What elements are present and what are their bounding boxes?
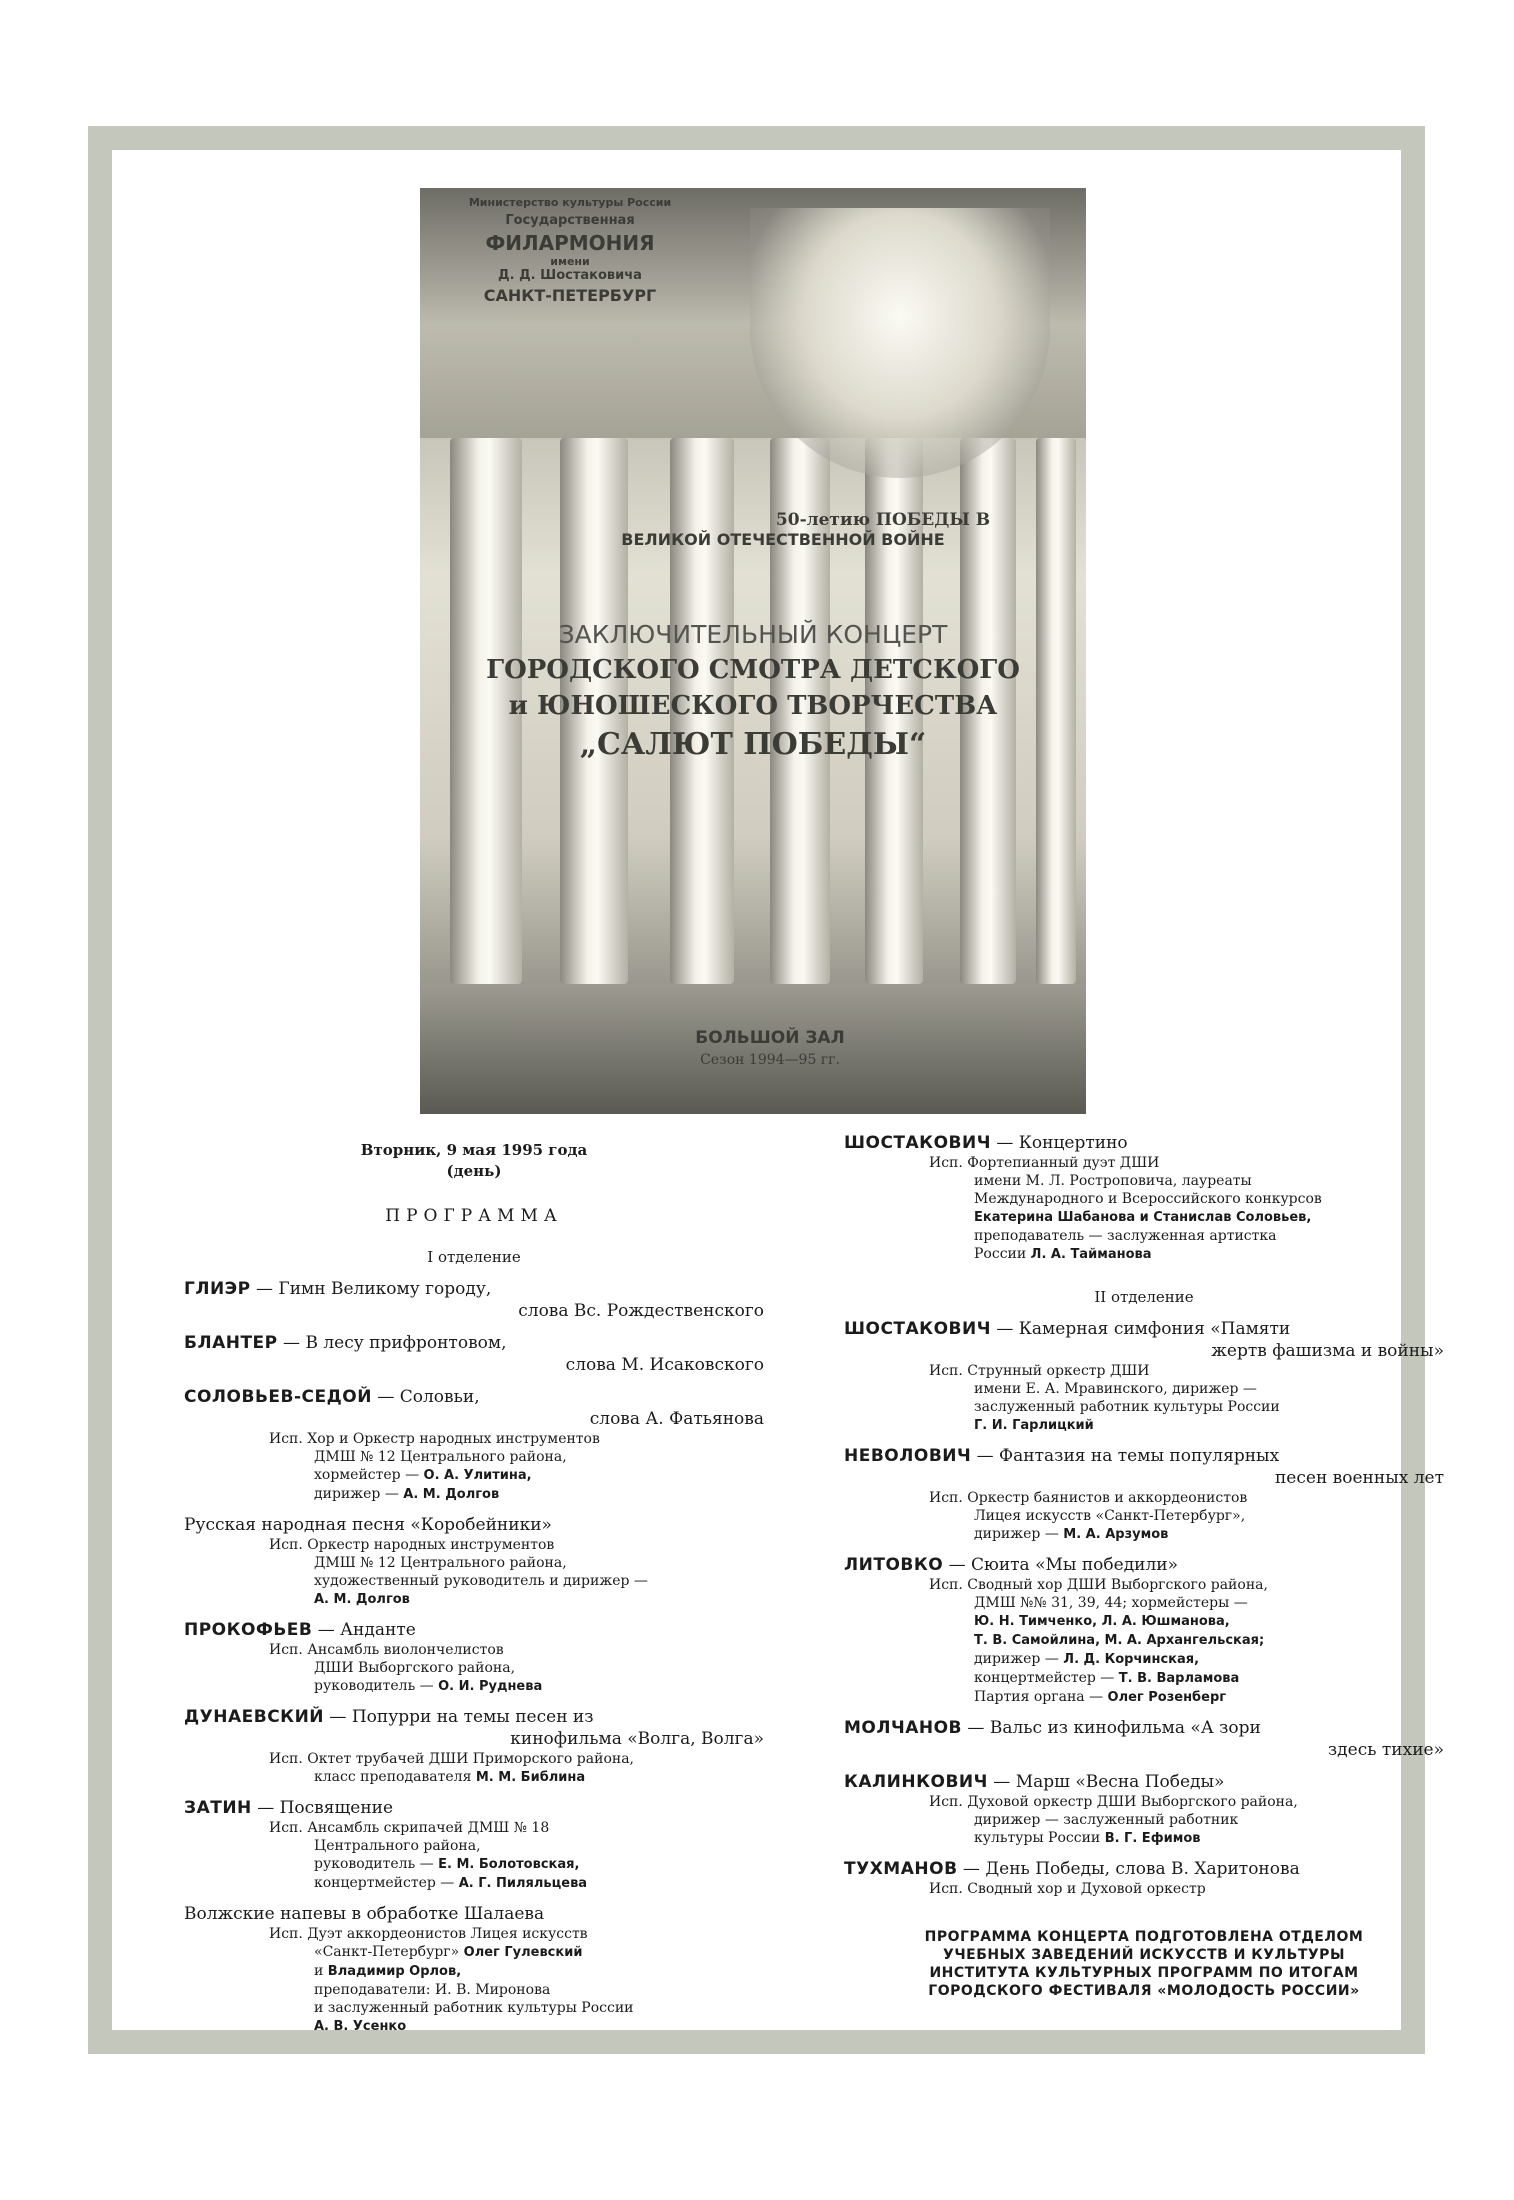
- work-title-continued: здесь тихие»: [1327, 1740, 1444, 1760]
- hall-name: БОЛЬШОЙ ЗАЛ: [695, 1028, 845, 1048]
- program-item: [184, 1332, 764, 1376]
- work-title: — Вальс из кинофильма «А зори: [962, 1718, 1261, 1738]
- right-column: [844, 1122, 1444, 2000]
- performers: [929, 1576, 1444, 1707]
- performer-text: Исп. Фортепианный дуэт ДШИ: [929, 1155, 1160, 1171]
- hall-photo: [420, 188, 1086, 1114]
- title-line-2: ГОРОДСКОГО СМОТРА ДЕТСКОГО: [486, 655, 1020, 685]
- work-title: — Гимн Великому городу,: [250, 1279, 492, 1299]
- right-program-items-part2: [844, 1318, 1444, 1898]
- work-line: [184, 1903, 764, 1925]
- performer-line: [269, 1874, 764, 1893]
- concert-title-block: [420, 620, 1086, 762]
- performer-line: [929, 1669, 1444, 1688]
- performer-text: Исп. Струнный оркестр ДШИ: [929, 1363, 1150, 1379]
- organizer-note-line: ПРОГРАММА КОНЦЕРТА ПОДГОТОВЛЕНА ОТДЕЛОМ: [924, 1929, 1364, 1945]
- performer-line: [269, 1677, 764, 1696]
- date-line: Вторник, 9 мая 1995 года: [360, 1141, 588, 1159]
- performer-text: дирижер —: [974, 1651, 1064, 1667]
- organizer-note: [844, 1928, 1444, 2000]
- performer-text: Исп. Ансамбль виолончелистов: [269, 1642, 504, 1658]
- performer-line: [269, 1999, 764, 2017]
- performer-line: [929, 1650, 1444, 1669]
- performer-name: Л. А. Тайманова: [1030, 1247, 1152, 1262]
- organizer-note-line: ГОРОДСКОГО ФЕСТИВАЛЯ «МОЛОДОСТЬ РОССИИ»: [928, 1983, 1360, 1999]
- performer-name: Олег Розенберг: [1107, 1690, 1227, 1705]
- performer-name: О. И. Руднева: [438, 1679, 543, 1694]
- org-named: имени: [550, 255, 590, 268]
- program-item: [184, 1903, 764, 2036]
- performer-line: [929, 1172, 1444, 1190]
- performer-line: [929, 1594, 1444, 1612]
- composer-name: МОЛЧАНОВ: [844, 1718, 963, 1738]
- performer-line: [929, 1154, 1444, 1172]
- performer-text: Исп. Духовой оркестр ДШИ Выборгского района,: [929, 1794, 1298, 1810]
- performer-line: [929, 1416, 1444, 1435]
- performer-line: [269, 1925, 764, 1943]
- performer-text: Исп. Оркестр баянистов и аккордеонистов: [929, 1490, 1248, 1506]
- performers: [269, 1750, 764, 1787]
- work-line: [844, 1445, 1444, 1489]
- performer-name: А. М. Долгов: [314, 1592, 410, 1607]
- performer-text: руководитель —: [314, 1678, 439, 1694]
- performer-text: заслуженный работник культуры России: [974, 1399, 1280, 1415]
- work-title: — Концертино: [990, 1133, 1128, 1153]
- right-program-items-part1: [844, 1132, 1444, 1264]
- program-item: [844, 1132, 1444, 1264]
- date-line: (день): [446, 1162, 502, 1180]
- performer-line: [929, 1793, 1444, 1811]
- composer-name: ТУХМАНОВ: [844, 1859, 958, 1879]
- composer-name: ШОСТАКОВИЧ: [844, 1319, 991, 1339]
- performer-name: Т. В. Варламова: [1118, 1671, 1240, 1686]
- performer-name: А. В. Усенко: [314, 2019, 407, 2034]
- performer-line: [269, 1430, 764, 1448]
- performer-text: и заслуженный работник культуры России: [314, 2000, 634, 2016]
- anniversary-line-1: 50-летию ПОБЕДЫ В: [775, 510, 991, 530]
- performers: [929, 1154, 1444, 1264]
- performer-text: Лицея искусств «Санкт-Петербург»,: [974, 1508, 1246, 1524]
- performer-line: [929, 1227, 1444, 1245]
- title-line-3: и ЮНОШЕСКОГО ТВОРЧЕСТВА: [508, 691, 998, 721]
- performer-text: Исп. Сводный хор и Духовой оркестр: [929, 1881, 1206, 1897]
- work-title: — Камерная симфония «Памяти: [990, 1319, 1291, 1339]
- work-line: [184, 1706, 764, 1750]
- title-line-4: „САЛЮТ ПОБЕДЫ“: [579, 727, 927, 762]
- org-ministry: Министерство культуры России: [468, 196, 672, 209]
- performer-line: [929, 1362, 1444, 1380]
- performer-line: [269, 1750, 764, 1768]
- work-title: — Сюита «Мы победили»: [943, 1555, 1179, 1575]
- work-title: — Марш «Весна Победы»: [987, 1772, 1225, 1792]
- performer-line: [269, 1448, 764, 1466]
- performer-line: [269, 1943, 764, 1962]
- part-2-heading: II отделение: [1094, 1288, 1194, 1306]
- season: Сезон 1994—95 гг.: [700, 1052, 840, 1068]
- page-frame: [88, 126, 1444, 2054]
- performer-text: ДМШ № 12 Центрального района,: [314, 1449, 567, 1465]
- performer-text: дирижер —: [974, 1526, 1064, 1542]
- work-line: [844, 1717, 1444, 1761]
- composer-name: ШОСТАКОВИЧ: [844, 1133, 991, 1153]
- left-column: [184, 1140, 764, 2036]
- work-title-continued: слова Вс. Рождественского: [518, 1301, 764, 1321]
- performers: [269, 1536, 764, 1609]
- program-item: [844, 1771, 1444, 1848]
- composer-name: ПРОКОФЬЕВ: [184, 1620, 313, 1640]
- performer-line: [929, 1398, 1444, 1416]
- performer-line: [269, 1768, 764, 1787]
- performer-text: ДМШ №№ 31, 39, 44; хормейстеры —: [974, 1595, 1248, 1611]
- performer-name: О. А. Улитина,: [423, 1468, 532, 1483]
- performer-text: Исп. Дуэт аккордеонистов Лицея искусств: [269, 1926, 588, 1942]
- work-title: — День Победы, слова В. Харитонова: [957, 1859, 1300, 1879]
- performer-text: Международного и Всероссийского конкурсов: [974, 1191, 1322, 1207]
- performer-name: М. М. Библина: [475, 1770, 586, 1785]
- performer-name: А. Г. Пиляльцева: [458, 1876, 588, 1891]
- performer-text: дирижер — заслуженный работник: [974, 1812, 1239, 1828]
- work-title: — В лесу прифронтовом,: [277, 1333, 507, 1353]
- composer-name: ЗАТИН: [184, 1798, 252, 1818]
- performer-text: «Санкт-Петербург»: [314, 1944, 464, 1960]
- performer-text: ДШИ Выборгского района,: [314, 1660, 516, 1676]
- organizer-note-line: УЧЕБНЫХ ЗАВЕДЕНИЙ ИСКУССТВ И КУЛЬТУРЫ: [943, 1947, 1345, 1963]
- work-title: Русская народная песня «Коробейники»: [184, 1515, 552, 1535]
- performer-line: [929, 1190, 1444, 1208]
- work-line: [844, 1132, 1444, 1154]
- performer-line: [269, 1466, 764, 1485]
- work-line: [184, 1797, 764, 1819]
- performer-name: Т. В. Самойлина, М. А. Архангельская;: [974, 1633, 1265, 1648]
- performer-name: Олег Гулевский: [463, 1945, 583, 1960]
- work-line: [184, 1386, 764, 1430]
- performers: [929, 1362, 1444, 1435]
- org-state: Государственная: [505, 213, 635, 228]
- performer-text: России: [974, 1246, 1031, 1262]
- performer-line: [269, 2017, 764, 2036]
- performer-line: [269, 1572, 764, 1590]
- performer-line: [929, 1525, 1444, 1544]
- performer-line: [929, 1612, 1444, 1631]
- performer-name: Владимир Орлов,: [327, 1964, 462, 1979]
- work-title: — Соловьи,: [371, 1387, 480, 1407]
- performer-text: концертмейстер —: [314, 1875, 459, 1891]
- performer-text: преподаватель — заслуженная артистка: [974, 1228, 1277, 1244]
- performer-text: и: [314, 1963, 328, 1979]
- performers: [929, 1880, 1444, 1898]
- work-line: [844, 1771, 1444, 1793]
- performer-text: имени М. Л. Ростроповича, лауреаты: [974, 1173, 1252, 1189]
- performer-line: [929, 1829, 1444, 1848]
- program-item: [184, 1278, 764, 1322]
- performers: [269, 1925, 764, 2036]
- performer-text: ДМШ № 12 Центрального района,: [314, 1555, 567, 1571]
- program-item: [184, 1706, 764, 1787]
- composer-name: ЛИТОВКО: [844, 1555, 944, 1575]
- work-title-continued: жертв фашизма и войны»: [1211, 1341, 1444, 1361]
- anniversary-line-2: ВЕЛИКОЙ ОТЕЧЕСТВЕННОЙ ВОЙНЕ: [621, 530, 945, 549]
- performer-line: [929, 1688, 1444, 1707]
- composer-name: ДУНАЕВСКИЙ: [184, 1707, 325, 1727]
- anniversary-block: [480, 510, 1086, 549]
- org-philharmonia: ФИЛАРМОНИЯ: [485, 231, 655, 255]
- performer-line: [269, 1819, 764, 1837]
- program-item: [844, 1717, 1444, 1761]
- performer-text: дирижер —: [314, 1486, 404, 1502]
- work-line: [184, 1619, 764, 1641]
- org-shostakovich: Д. Д. Шостаковича: [498, 268, 642, 283]
- performer-line: [929, 1811, 1444, 1829]
- performer-text: преподаватели: И. В. Миронова: [314, 1982, 551, 1998]
- program-item: [184, 1514, 764, 1609]
- performer-text: Центрального района,: [314, 1838, 481, 1854]
- performer-line: [269, 1641, 764, 1659]
- performer-line: [269, 1554, 764, 1572]
- performer-text: культуры России: [974, 1830, 1105, 1846]
- performer-name: В. Г. Ефимов: [1104, 1831, 1201, 1846]
- performer-line: [929, 1380, 1444, 1398]
- performer-text: Исп. Сводный хор ДШИ Выборгского района,: [929, 1577, 1268, 1593]
- performer-name: М. А. Арзумов: [1063, 1527, 1169, 1542]
- work-title: — Посвящение: [251, 1798, 394, 1818]
- program-item: [184, 1386, 764, 1504]
- performer-text: Исп. Октет трубачей ДШИ Приморского района,: [269, 1751, 635, 1767]
- composer-name: НЕВОЛОВИЧ: [844, 1446, 972, 1466]
- organizer-note-line: ИНСТИТУТА КУЛЬТУРНЫХ ПРОГРАММ ПО ИТОГАМ: [929, 1965, 1359, 1981]
- performer-name: Е. М. Болотовская,: [438, 1857, 580, 1872]
- program-item: [844, 1318, 1444, 1435]
- performer-line: [269, 1590, 764, 1609]
- performer-name: Екатерина Шабанова и Станислав Соловьев,: [974, 1210, 1312, 1225]
- work-title-continued: песен военных лет: [1274, 1468, 1444, 1488]
- performer-line: [929, 1208, 1444, 1227]
- performer-line: [929, 1489, 1444, 1507]
- work-line: [184, 1514, 764, 1536]
- performer-line: [269, 1837, 764, 1855]
- left-program-items: [184, 1278, 764, 2036]
- work-line: [844, 1858, 1444, 1880]
- work-line: [184, 1332, 764, 1376]
- performer-text: руководитель —: [314, 1856, 439, 1872]
- performer-line: [269, 1962, 764, 1981]
- composer-name: СОЛОВЬЕВ-СЕДОЙ: [184, 1387, 372, 1407]
- performers: [929, 1793, 1444, 1848]
- part-1-heading: I отделение: [427, 1248, 521, 1266]
- performer-name: Г. И. Гарлицкий: [974, 1418, 1094, 1433]
- org-city: САНКТ-ПЕТЕРБУРГ: [483, 286, 657, 305]
- performer-line: [929, 1880, 1444, 1898]
- performer-text: имени Е. А. Мравинского, дирижер —: [974, 1381, 1257, 1397]
- concert-date: [184, 1140, 764, 1182]
- performer-line: [269, 1536, 764, 1554]
- program-item: [184, 1619, 764, 1696]
- work-title: Волжские напевы в обработке Шалаева: [184, 1904, 545, 1924]
- composer-name: БЛАНТЕР: [184, 1333, 278, 1353]
- performer-text: Исп. Хор и Оркестр народных инструментов: [269, 1431, 600, 1447]
- program-item: [184, 1797, 764, 1893]
- work-title: — Фантазия на темы популярных: [971, 1446, 1280, 1466]
- performers: [269, 1819, 764, 1893]
- performer-line: [929, 1507, 1444, 1525]
- composer-name: ГЛИЭР: [184, 1279, 251, 1299]
- performer-line: [269, 1659, 764, 1677]
- performer-text: художественный руководитель и дирижер —: [314, 1573, 648, 1589]
- work-line: [184, 1278, 764, 1322]
- performer-line: [929, 1576, 1444, 1594]
- performer-text: хормейстер —: [314, 1467, 424, 1483]
- program-item: [844, 1858, 1444, 1898]
- performer-text: Исп. Оркестр народных инструментов: [269, 1537, 555, 1553]
- work-line: [844, 1554, 1444, 1576]
- hall-block: [620, 1028, 920, 1068]
- work-title-continued: слова М. Исаковского: [565, 1355, 764, 1375]
- org-block: [420, 196, 720, 305]
- composer-name: КАЛИНКОВИЧ: [844, 1772, 988, 1792]
- performer-line: [269, 1855, 764, 1874]
- title-line-1: ЗАКЛЮЧИТЕЛЬНЫЙ КОНЦЕРТ: [558, 620, 948, 649]
- performer-line: [269, 1981, 764, 1999]
- performers: [929, 1489, 1444, 1544]
- program-item: [844, 1445, 1444, 1544]
- performer-text: концертмейстер —: [974, 1670, 1119, 1686]
- performer-line: [269, 1485, 764, 1504]
- performer-text: Партия органа —: [974, 1689, 1108, 1705]
- performer-line: [929, 1245, 1444, 1264]
- performer-name: А. М. Долгов: [403, 1487, 500, 1502]
- work-title-continued: кинофильма «Волга, Волга»: [510, 1729, 764, 1749]
- performers: [269, 1430, 764, 1504]
- performer-text: Исп. Ансамбль скрипачей ДМШ № 18: [269, 1820, 550, 1836]
- work-line: [844, 1318, 1444, 1362]
- performer-name: Л. Д. Корчинская,: [1063, 1652, 1200, 1667]
- program-heading: ПРОГРАММА: [385, 1206, 563, 1226]
- work-title: — Попурри на темы песен из: [324, 1707, 594, 1727]
- performer-name: Ю. Н. Тимченко, Л. А. Юшманова,: [974, 1614, 1230, 1629]
- program-sheet: [112, 150, 1444, 2034]
- performer-text: класс преподавателя: [314, 1769, 476, 1785]
- performer-line: [929, 1631, 1444, 1650]
- work-title: — Анданте: [312, 1620, 416, 1640]
- program-item: [844, 1554, 1444, 1707]
- performers: [269, 1641, 764, 1696]
- work-title-continued: слова А. Фатьянова: [589, 1409, 764, 1429]
